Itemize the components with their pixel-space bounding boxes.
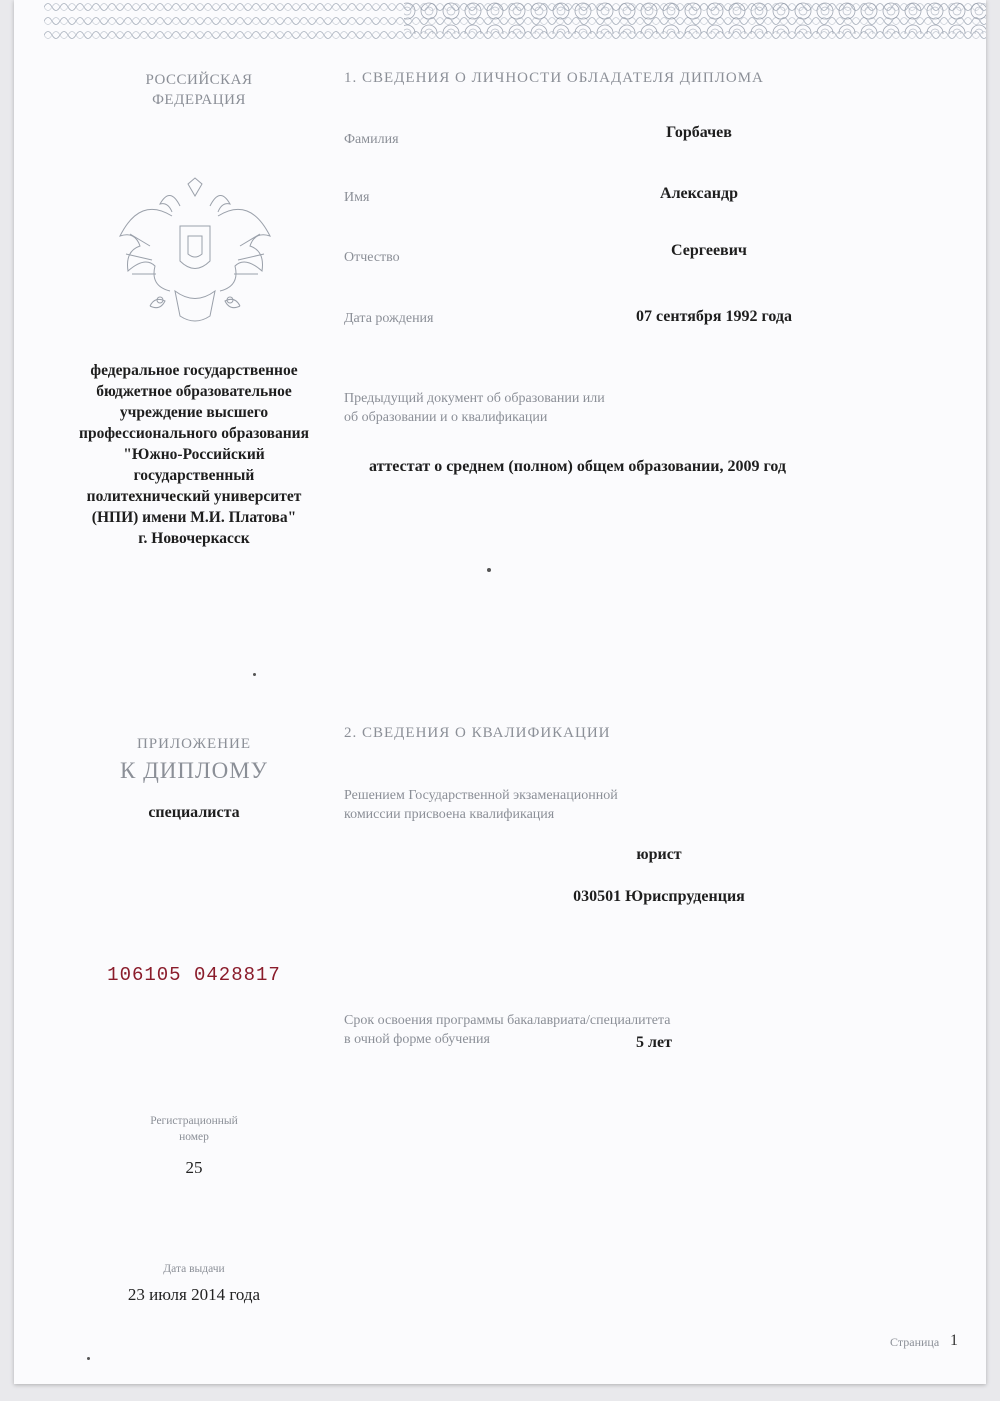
serial-number: 106105 0428817 — [107, 964, 281, 986]
coat-of-arms-icon — [110, 176, 280, 336]
birthdate-label: Дата рождения — [344, 311, 434, 326]
ink-speck — [87, 1357, 90, 1360]
country-name: РОССИЙСКАЯ ФЕДЕРАЦИЯ — [145, 72, 253, 108]
issue-date-label: Дата выдачи — [163, 1263, 225, 1275]
diploma-heading: К ДИПЛОМУ — [120, 758, 268, 783]
commission-decision-label: Решением Государственной экзаменационной комиссии присвоена квалификация — [344, 788, 618, 822]
section1-title: 1. СВЕДЕНИЯ О ЛИЧНОСТИ ОБЛАДАТЕЛЯ ДИПЛОМА — [344, 70, 764, 86]
ink-speck — [487, 568, 491, 572]
registration-number: 25 — [185, 1158, 203, 1177]
diploma-level: специалиста — [148, 804, 240, 821]
qualification-value: юрист — [636, 846, 682, 863]
specialty-value: 030501 Юриспруденция — [573, 888, 745, 905]
surname-value: Горбачев — [666, 124, 732, 141]
appendix-heading: ПРИЛОЖЕНИЕ — [136, 736, 252, 752]
issue-date: 23 июля 2014 года — [127, 1285, 261, 1304]
page-label: Страница — [890, 1335, 940, 1349]
registration-label: Регистрационный номер — [150, 1115, 238, 1143]
section2-title: 2. СВЕДЕНИЯ О КВАЛИФИКАЦИИ — [344, 725, 611, 741]
study-term-value: 5 лет — [636, 1034, 672, 1051]
previous-document-value: аттестат о среднем (полном) общем образовании, 2009 год — [369, 458, 786, 475]
name-value: Александр — [660, 185, 738, 202]
study-term-label: Срок освоения программы бакалавриата/специалитета в очной форме обучения — [344, 1013, 671, 1047]
birthdate-value: 07 сентября 1992 года — [636, 308, 792, 325]
diploma-appendix-page — [14, 0, 986, 1384]
security-pattern-border — [44, 0, 986, 40]
patronymic-value: Сергеевич — [671, 242, 747, 259]
institution-name: федеральное государственное бюджетное образовательное учреждение высшего профессионального образования "Южно-Российский государственный политехнический университет (НПИ) имени М.И. Платова" г. Новочеркасск — [79, 362, 309, 547]
name-label: Имя — [344, 190, 370, 205]
ink-speck — [253, 673, 256, 676]
surname-label: Фамилия — [344, 132, 399, 147]
previous-document-label: Предыдущий документ об образовании или об образовании и о квалификации — [344, 391, 605, 425]
patronymic-label: Отчество — [344, 250, 400, 265]
page-number: 1 — [950, 1332, 958, 1349]
